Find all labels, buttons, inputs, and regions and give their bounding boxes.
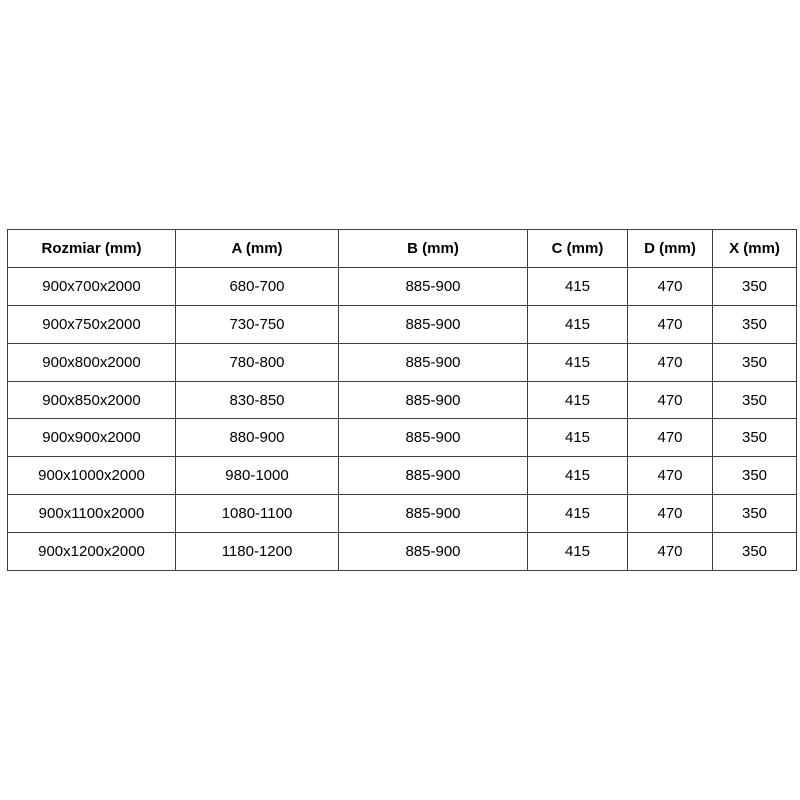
table-cell: 900x850x2000 [8, 381, 176, 419]
table-cell: 470 [628, 343, 713, 381]
table-cell: 885-900 [339, 267, 528, 305]
table-cell: 900x700x2000 [8, 267, 176, 305]
table-header [8, 230, 797, 268]
table-cell: 885-900 [339, 305, 528, 343]
table-cell: 470 [628, 495, 713, 533]
table-cell: 415 [528, 495, 628, 533]
column-header-rozmiar: Rozmiar (mm) [8, 230, 176, 268]
table-body [8, 267, 797, 570]
table-row [8, 343, 797, 381]
table-row [8, 533, 797, 571]
table-cell: 885-900 [339, 457, 528, 495]
table-cell: 470 [628, 267, 713, 305]
table-cell: 470 [628, 381, 713, 419]
size-spec-table [7, 229, 797, 571]
table-cell: 415 [528, 381, 628, 419]
table-cell: 900x1200x2000 [8, 533, 176, 571]
table-cell: 980-1000 [176, 457, 339, 495]
table-cell: 885-900 [339, 381, 528, 419]
table-cell: 885-900 [339, 495, 528, 533]
table-cell: 350 [713, 381, 797, 419]
table-cell: 900x750x2000 [8, 305, 176, 343]
table-cell: 350 [713, 305, 797, 343]
table-cell: 730-750 [176, 305, 339, 343]
table-cell: 415 [528, 533, 628, 571]
table-cell: 885-900 [339, 419, 528, 457]
table-cell: 680-700 [176, 267, 339, 305]
table-cell: 415 [528, 343, 628, 381]
table-cell: 470 [628, 419, 713, 457]
table-cell: 885-900 [339, 343, 528, 381]
table-cell: 1180-1200 [176, 533, 339, 571]
table-cell: 415 [528, 419, 628, 457]
table-row [8, 305, 797, 343]
table-cell: 350 [713, 495, 797, 533]
table-cell: 470 [628, 533, 713, 571]
table-cell: 350 [713, 533, 797, 571]
table-cell: 880-900 [176, 419, 339, 457]
table-cell: 350 [713, 419, 797, 457]
table-cell: 900x1100x2000 [8, 495, 176, 533]
column-header-b: B (mm) [339, 230, 528, 268]
column-header-a: A (mm) [176, 230, 339, 268]
table-cell: 470 [628, 457, 713, 495]
table-cell: 900x800x2000 [8, 343, 176, 381]
table-cell: 1080-1100 [176, 495, 339, 533]
table-cell: 415 [528, 305, 628, 343]
table-cell: 780-800 [176, 343, 339, 381]
table-row [8, 495, 797, 533]
column-header-x: X (mm) [713, 230, 797, 268]
table-row [8, 419, 797, 457]
table-cell: 885-900 [339, 533, 528, 571]
table-cell: 900x900x2000 [8, 419, 176, 457]
table-row [8, 381, 797, 419]
table-cell: 350 [713, 457, 797, 495]
table-cell: 415 [528, 267, 628, 305]
column-header-c: C (mm) [528, 230, 628, 268]
table-cell: 470 [628, 305, 713, 343]
table-cell: 350 [713, 343, 797, 381]
table-cell: 900x1000x2000 [8, 457, 176, 495]
table-cell: 350 [713, 267, 797, 305]
table-row [8, 457, 797, 495]
table-row [8, 267, 797, 305]
column-header-d: D (mm) [628, 230, 713, 268]
table-cell: 415 [528, 457, 628, 495]
header-row [8, 230, 797, 268]
table-cell: 830-850 [176, 381, 339, 419]
